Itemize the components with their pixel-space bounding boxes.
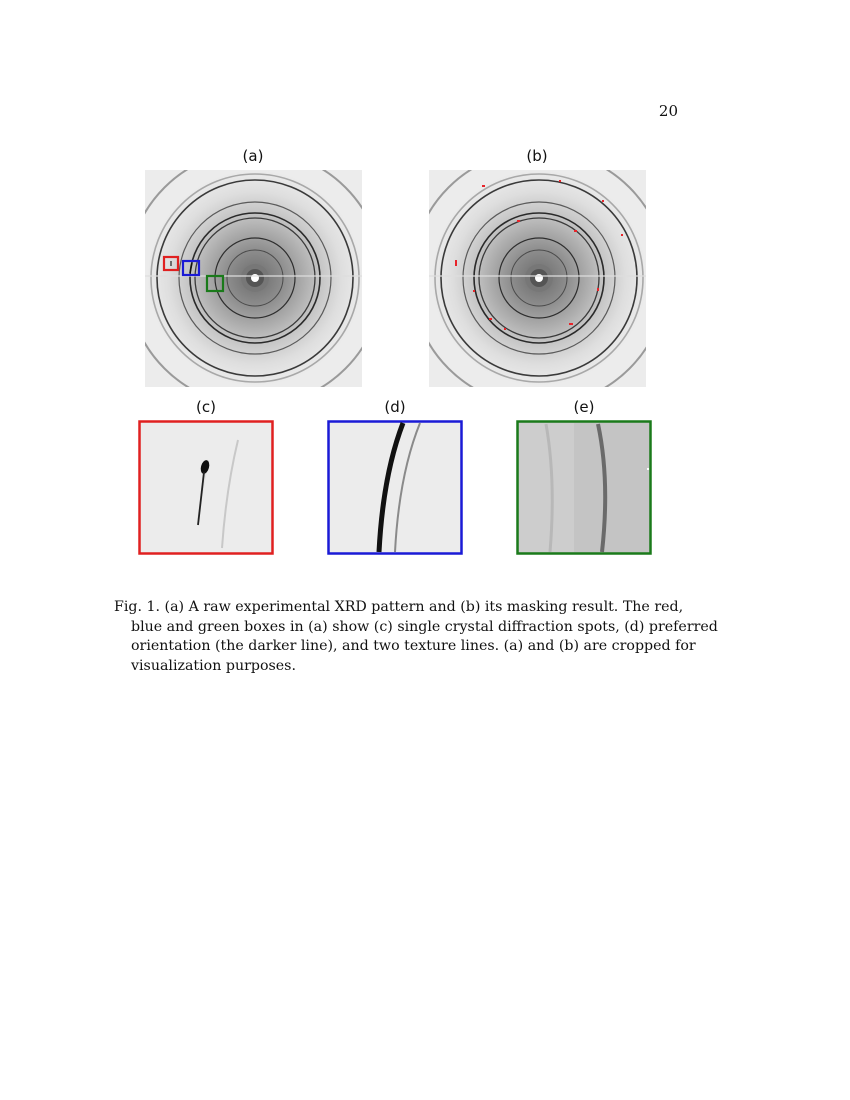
panel-label-c: (c) <box>196 398 216 416</box>
panel-label-b: (b) <box>526 147 548 165</box>
xrd-pattern-masked <box>429 170 646 387</box>
zoom-preferred-orientation <box>327 420 463 555</box>
zoom-texture-lines <box>516 420 652 555</box>
figure-caption <box>114 598 718 676</box>
page-number: 20 <box>658 102 678 120</box>
xrd-pattern-raw <box>145 170 362 387</box>
panel-label-a: (a) <box>242 147 264 165</box>
panel-label-e: (e) <box>573 398 595 416</box>
caption-line-2: blue and green boxes in (a) show (c) single crystal diffraction spots, (d) preferred <box>131 618 718 635</box>
zoom-single-crystal-spot <box>138 420 274 555</box>
caption-line-1: Fig. 1. (a) A raw experimental XRD pattern and (b) its masking result. The red, <box>114 599 684 615</box>
caption-line-4: visualization purposes. <box>131 657 296 674</box>
panel-label-d: (d) <box>384 398 406 416</box>
caption-line-3: orientation (the darker line), and two texture lines. (a) and (b) are cropped for <box>131 638 696 654</box>
